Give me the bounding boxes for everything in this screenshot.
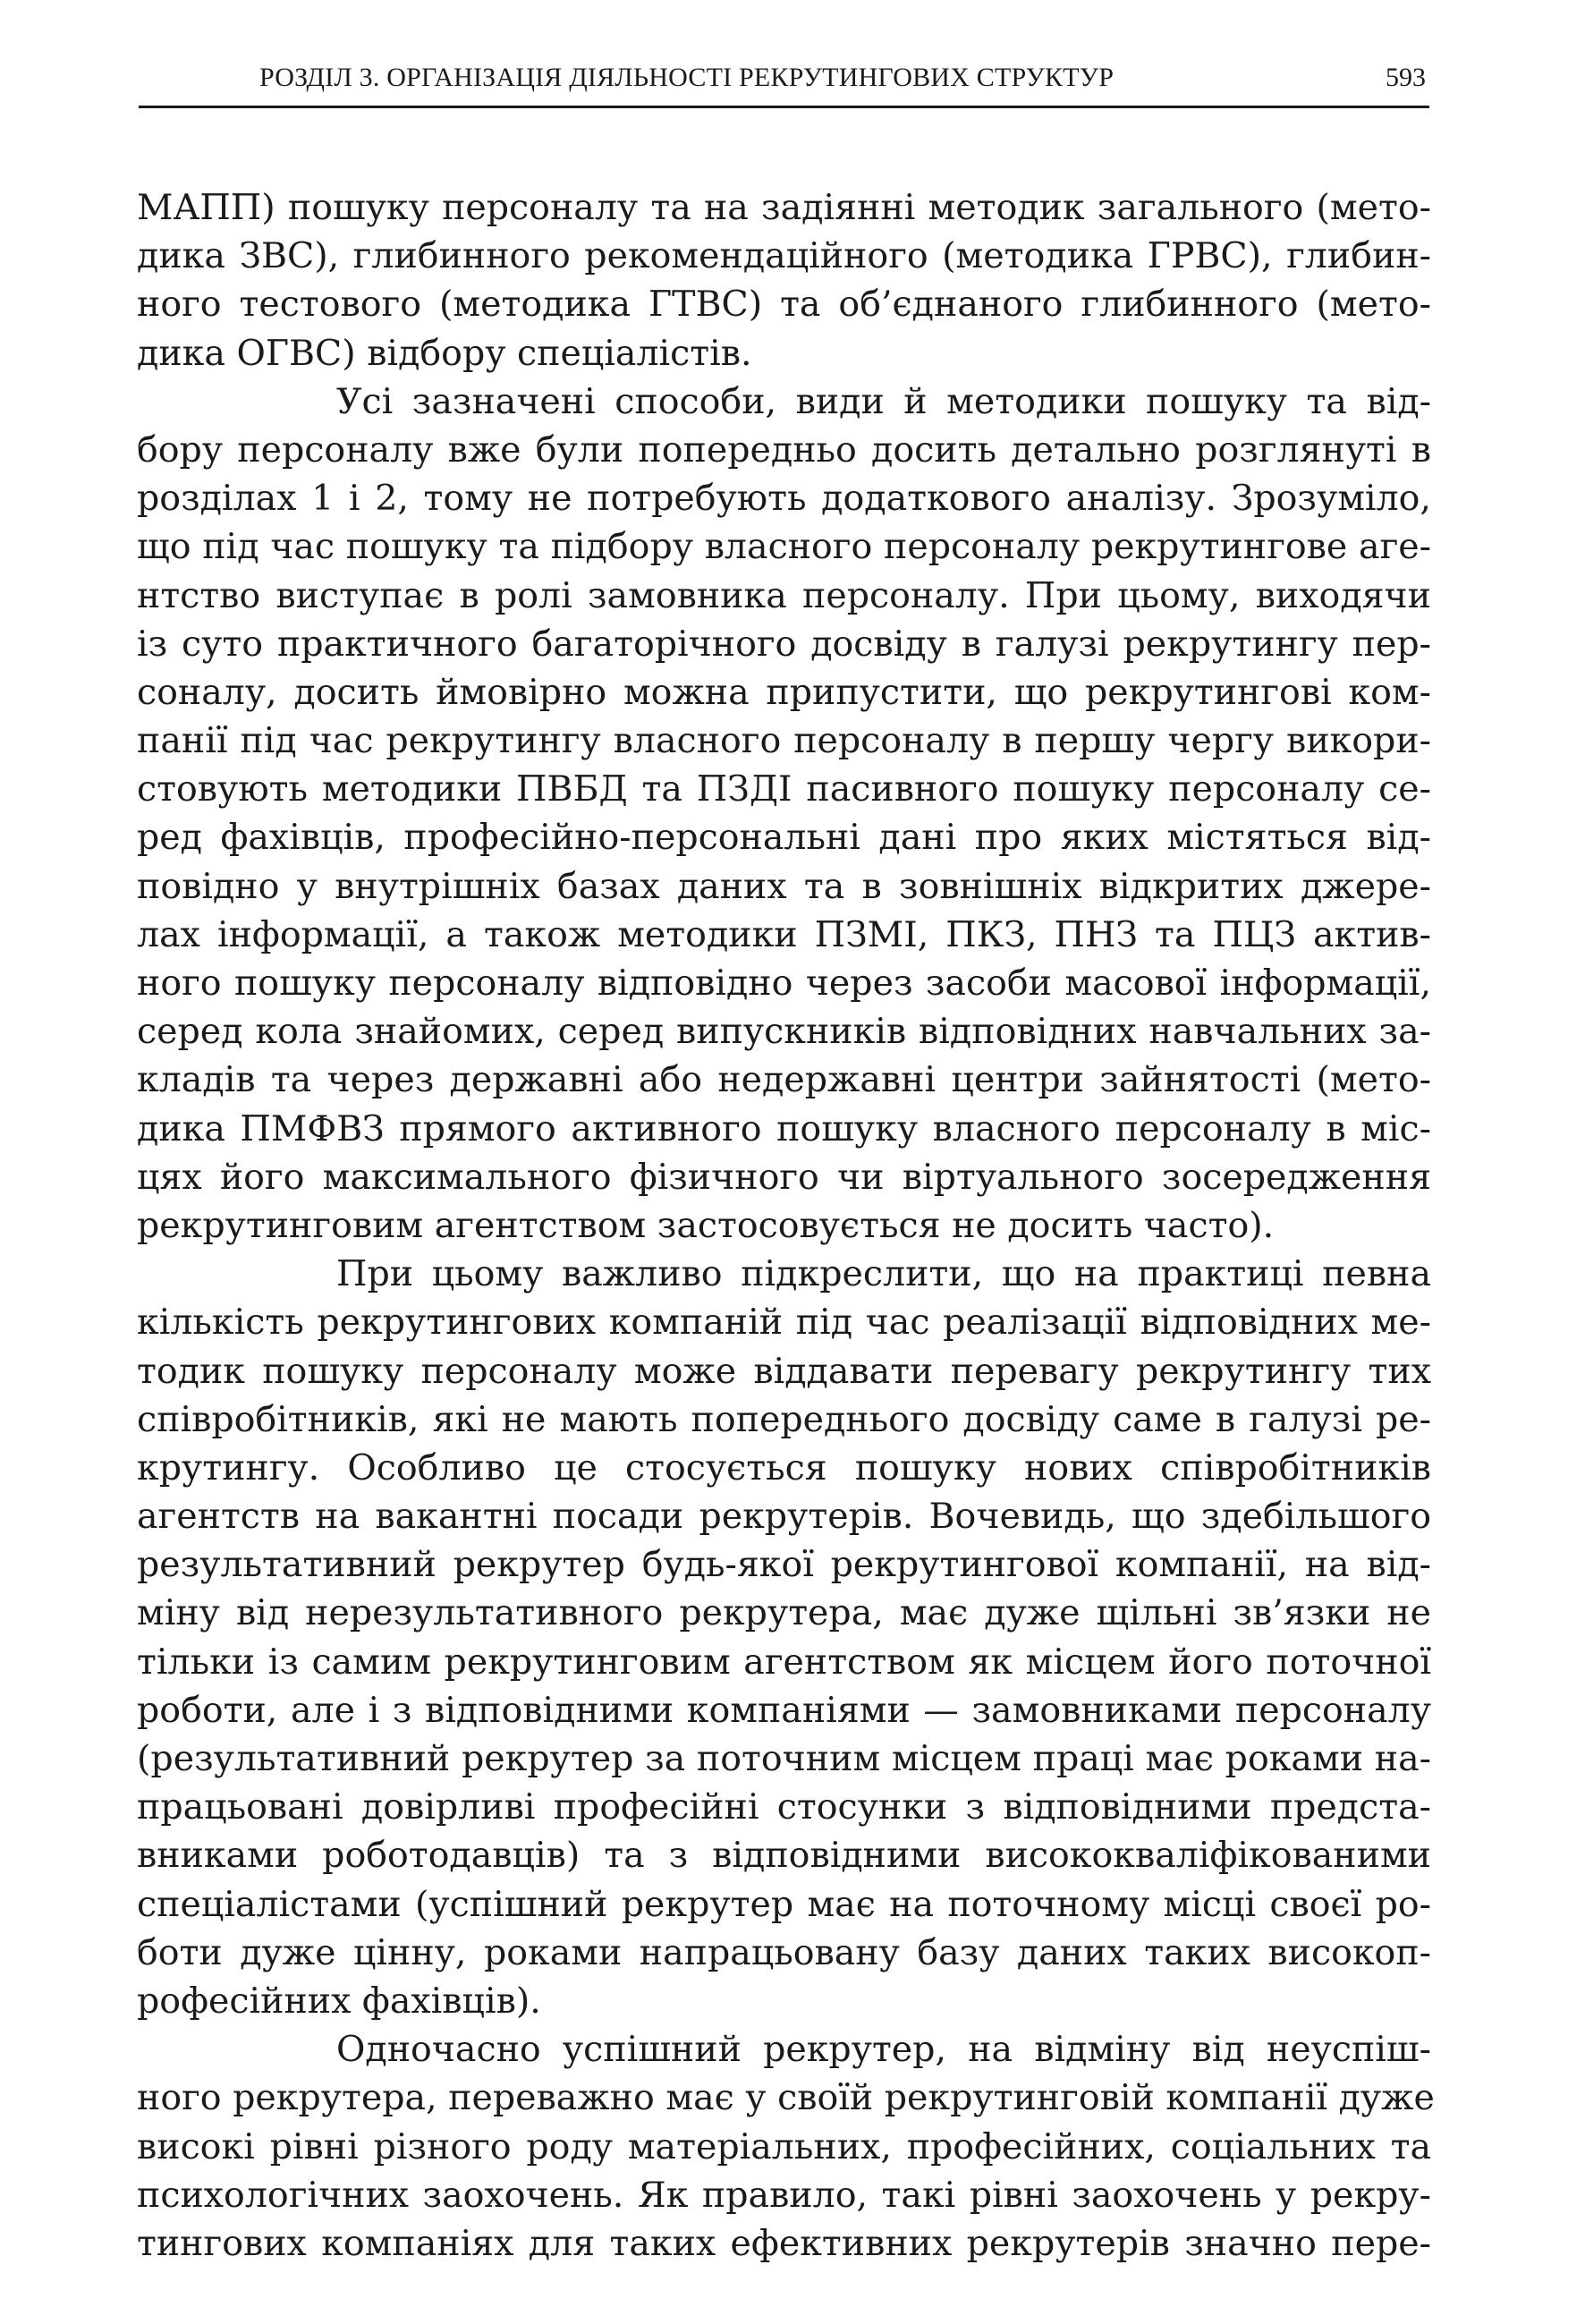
- text-line: дика ПМФВЗ прямого активного пошуку власного персоналу в міс-: [137, 1107, 1431, 1149]
- text-line: серед кола знайомих, серед випускників відповідних навчальних за-: [137, 1011, 1431, 1053]
- text-line: кількість рекрутингових компаній під час реалізації відповідних ме-: [137, 1302, 1431, 1344]
- text-line: стовують методики ПВБД та ПЗДІ пасивного пошуку персоналу се-: [137, 768, 1431, 810]
- text-line: При цьому важливо підкреслити, що на практиці певна: [336, 1253, 1431, 1295]
- text-line: рофесійних фахівців).: [137, 1980, 541, 2022]
- text-line: що під час пошуку та підбору власного персоналу рекрутингове аге-: [137, 526, 1431, 568]
- text-line: Одночасно успішний рекрутер, на відміну від неуспіш-: [336, 2029, 1431, 2071]
- text-line: працьовані довірливі професійні стосунки з відповідними предста-: [137, 1786, 1431, 1828]
- text-line: дика ЗВС), глибинного рекомендаційного (методика ГРВС), глибин-: [137, 235, 1431, 277]
- paragraph: [137, 1250, 1431, 2025]
- text-line: ного тестового (методика ГТВС) та об’єднаного глибинного (мето-: [137, 284, 1431, 326]
- text-line: боти дуже цінну, роками напрацьовану базу даних таких високоп-: [137, 1931, 1431, 1973]
- text-line: бору персоналу вже були попередньо досить детально розглянуті в: [137, 428, 1431, 471]
- text-line: розділах 1 і 2, тому не потребують додаткового аналізу. Зрозуміло,: [137, 478, 1431, 520]
- text-line: рекрутинговим агентством застосовується не досить часто).: [137, 1204, 1275, 1246]
- text-line: агентств на вакантні посади рекрутерів. Вочевидь, що здебільшого: [137, 1496, 1431, 1538]
- text-line: тодик пошуку персоналу може віддавати перевагу рекрутингу тих: [137, 1350, 1431, 1392]
- text-line: нтство виступає в ролі замовника персоналу. При цьому, виходячи: [137, 574, 1431, 616]
- body-text: [137, 183, 1435, 2268]
- text-line: ного рекрутера, переважно має у своїй рекрутинговій компанії дуже: [137, 2077, 1435, 2119]
- paragraph: [137, 183, 1431, 377]
- text-line: МАПП) пошуку персоналу та на задіянні методик загального (мето-: [137, 187, 1431, 228]
- text-line: (результативний рекрутер за поточним місцем праці має роками на-: [137, 1738, 1431, 1779]
- text-line: співробітників, які не мають попереднього досвіду саме в галузі ре-: [137, 1398, 1431, 1440]
- text-line: високі рівні різного роду матеріальних, професійних, соціальних та: [137, 2125, 1431, 2167]
- text-line: тільки із самим рекрутинговим агентством як місцем його поточної: [137, 1641, 1431, 1683]
- text-line: соналу, досить ймовірно можна припустити, що рекрутингові ком-: [137, 671, 1431, 713]
- text-line: цях його максимального фізичного чи віртуального зосередження: [137, 1156, 1431, 1198]
- paragraph: [137, 377, 1431, 1250]
- running-header: [139, 59, 1429, 108]
- text-line: ного пошуку персоналу відповідно через засоби масової інформації,: [137, 963, 1431, 1004]
- text-line: панії під час рекрутингу власного персоналу в першу чергу викори-: [137, 720, 1431, 762]
- text-line: крутингу. Особливо це стосується пошуку нових співробітників: [137, 1446, 1431, 1489]
- text-line: Усі зазначені способи, види й методики пошуку та від-: [336, 380, 1431, 422]
- page-number: 593: [1386, 63, 1426, 92]
- text-line: спеціалістами (успішний рекрутер має на поточному місці своєї ро-: [137, 1883, 1431, 1925]
- running-title: РОЗДІЛ 3. ОРГАНІЗАЦІЯ ДІЯЛЬНОСТІ РЕКРУТИНГОВИХ СТРУКТУР: [259, 63, 1115, 92]
- text-line: кладів та через державні або недержавні центри зайнятості (мето-: [137, 1059, 1431, 1101]
- text-line: лах інформації, а також методики ПЗМІ, ПКЗ, ПНЗ та ПЦЗ актив-: [137, 913, 1431, 955]
- text-line: тингових компаніях для таких ефективних рекрутерів значно пере-: [137, 2222, 1431, 2264]
- paragraph: [137, 2025, 1435, 2268]
- text-line: результативний рекрутер будь-якої рекрутингової компанії, на від-: [137, 1544, 1431, 1586]
- text-line: дика ОГВС) відбору спеціалістів.: [137, 332, 752, 374]
- text-line: міну від нерезультативного рекрутера, має дуже щільні зв’язки не: [137, 1592, 1431, 1634]
- text-line: вниками роботодавців) та з відповідними висококваліфікованими: [137, 1835, 1431, 1877]
- text-line: ред фахівців, професійно-персональні дані про яких містяться від-: [137, 817, 1431, 859]
- text-line: повідно у внутрішніх базах даних та в зовнішніх відкритих джере-: [137, 865, 1431, 907]
- text-line: психологічних заохочень. Як правило, такі рівні заохочень у рекру-: [137, 2174, 1431, 2216]
- text-line: із суто практичного багаторічного досвіду в галузі рекрутингу пер-: [137, 623, 1431, 665]
- text-line: роботи, але і з відповідними компаніями — замовниками персоналу: [137, 1689, 1431, 1731]
